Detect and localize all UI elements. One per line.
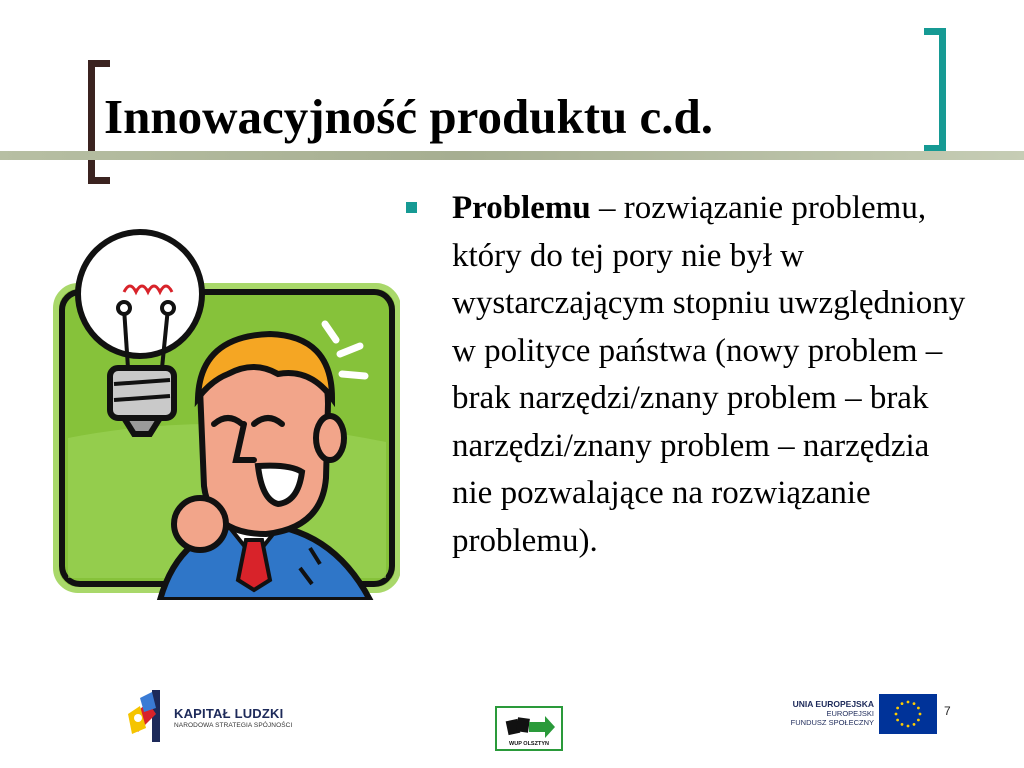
wup-olsztyn-logo-icon <box>497 710 561 742</box>
wup-olsztyn-logo <box>495 706 563 751</box>
eu-star <box>917 707 920 710</box>
bullet-text <box>452 185 972 565</box>
eu-star <box>901 702 904 705</box>
eu-star <box>895 713 898 716</box>
kapital-ludzki-logo-icon <box>126 688 166 744</box>
bullet-marker <box>406 202 417 213</box>
eu-star <box>896 719 899 722</box>
eu-star <box>901 723 904 726</box>
eu-star <box>917 719 920 722</box>
eu-star <box>907 725 910 728</box>
eu-line-3: FUNDUSZ SPOŁECZNY <box>790 718 874 727</box>
bullet-term: Problemu <box>452 190 591 226</box>
slide-title: Innowacyjność produktu c.d. <box>104 89 714 144</box>
right-bracket-decoration <box>924 28 946 152</box>
page-number: 7 <box>944 704 951 718</box>
eu-flag-icon <box>879 694 937 734</box>
eu-line-1: UNIA EUROPEJSKA <box>792 699 874 709</box>
eu-star <box>919 713 922 716</box>
eu-fund-text <box>791 700 874 727</box>
eu-line-2: EUROPEJSKI <box>826 709 874 718</box>
kapital-ludzki-title: KAPITAŁ LUDZKI <box>174 706 284 721</box>
eu-star <box>913 702 916 705</box>
title-rule <box>0 151 1024 160</box>
wup-olsztyn-label: WUP OLSZTYN <box>509 741 549 747</box>
kapital-ludzki-subtitle: NARODOWA STRATEGIA SPÓJNOŚCI <box>174 722 293 729</box>
eu-star <box>896 707 899 710</box>
lightbulb-idea-man-icon <box>40 228 400 600</box>
bullet-description: – rozwiązanie problemu, który do tej pory nie był w wystarczającym stopniu uwzględniony w polityce państwa (nowy problem – brak narzędzi/znany problem – brak narzędzi/znany problem – narzędzia nie pozwalające na rozwiązanie problemu). <box>452 190 966 559</box>
eu-star <box>913 723 916 726</box>
eu-star <box>907 701 910 704</box>
